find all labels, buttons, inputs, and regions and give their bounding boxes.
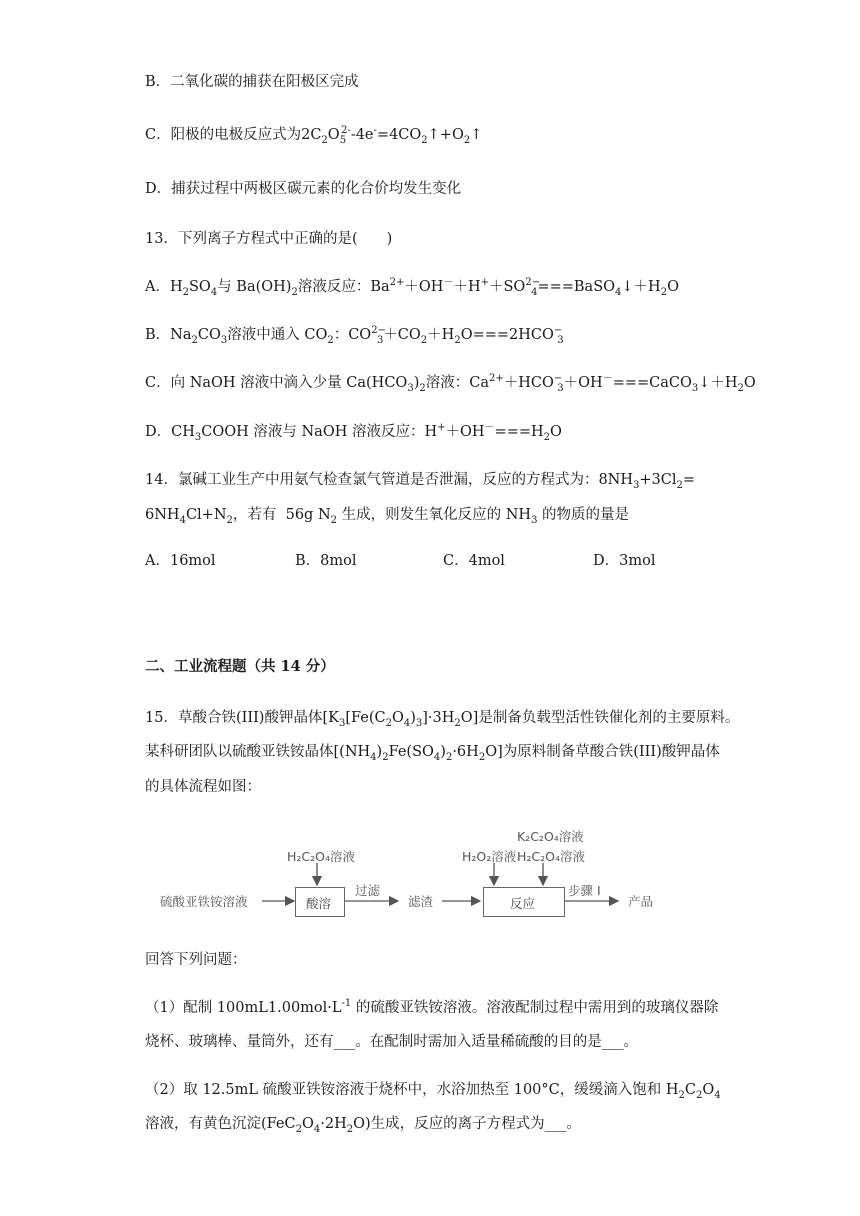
flow-reagent2b-label: H₂C₂O₄溶液 xyxy=(517,849,585,864)
flow-reagent2c-label: K₂C₂O₄溶液 xyxy=(517,829,584,844)
flow-product-label: 产品 xyxy=(628,894,654,909)
q15-stem-line3: 的具体流程如图： xyxy=(145,779,261,795)
section-heading: 二、工业流程题（共 14 分） xyxy=(145,658,335,675)
reaction-box xyxy=(483,887,565,917)
q14-option-a: A．16mol xyxy=(145,553,216,569)
reaction-label: 反应 xyxy=(510,896,536,911)
acid-dissolve-box xyxy=(295,887,345,917)
q14-option-b: B．8mol xyxy=(295,553,357,569)
q14-stem-line1: 14．氯碱工业生产中用氨气检查氯气管道是否泄漏，反应的方程式为：$8NH_3+3Cl_2=$ xyxy=(145,472,696,491)
process-flow-diagram xyxy=(150,815,690,935)
q12-option-b: B．二氧化碳的捕获在阳极区完成 xyxy=(145,74,359,90)
q15-stem-line1: 15．草酸合铁(III)酸钾晶体$[K_3[Fe(C_2O_4)_3]\cdot 3H_2O]$是制备负载型活性铁催化剂的主要原料。 xyxy=(145,710,740,729)
flow-start-label: 硫酸亚铁铵溶液 xyxy=(160,894,248,909)
q15-sub2-line1: （2）取 12.5mL 硫酸亚铁铵溶液于烧杯中，水浴加热至 100°C，缓缓滴入饱和 $H_2C_2O_4$ xyxy=(145,1082,721,1101)
q14-option-c: C．4mol xyxy=(443,553,505,569)
q15-sub2-line2: 溶液，有黄色沉淀$(FeC_2O_4\cdot 2H_2O)$生成，反应的离子方程式为___。 xyxy=(145,1116,581,1135)
flow-arrows xyxy=(150,815,690,935)
q14-option-d: D．3mol xyxy=(593,553,656,569)
q13-option-a: A．$H_2SO_4$与 $Ba(OH)_2$溶液反应：$Ba^{2+}+OH^-+H^++SO^{2-}_4===BaSO_4↓+H_2O$ xyxy=(145,277,679,298)
answer-prompt: 回答下列问题： xyxy=(145,952,247,968)
acid-dissolve-label: 酸溶 xyxy=(306,896,332,911)
q14-stem-line2: $6NH_4Cl+N_2$，若有 56g $N_2$ 生成，则发生氧化反应的 $NH_3$ 的物质的量是 xyxy=(145,507,630,526)
q15-stem-line2: 某科研团队以硫酸亚铁铵晶体$[(NH_4)_2Fe(SO_4)_2\cdot 6H_2O]$为原料制备草酸合铁(III)酸钾晶体 xyxy=(145,744,720,763)
q15-sub1-line1: （1）配制 $100mL1.00mol\cdot L^{-1}$ 的硫酸亚铁铵溶液。溶液配制过程中需用到的玻璃仪器除 xyxy=(145,998,719,1016)
step-1-label: 步骤 I xyxy=(568,883,601,898)
flow-reagent2a-label: H₂O₂溶液 xyxy=(462,849,517,864)
flow-reagent1-label: H₂C₂O₄溶液 xyxy=(287,849,355,864)
q12-option-c: C．阳极的电极反应式为$2C_2O_5^{2-}-4e^-=4CO_2↑+O_2↑$ xyxy=(145,125,483,146)
q13-option-b: B．$Na_2CO_3$溶液中通入 $CO_2$：$CO^{2-}_3+CO_2+H_2O===2HCO^-_3$ xyxy=(145,325,564,346)
q13-option-c: C．向 NaOH 溶液中滴入少量 $Ca(HCO_3)_2$溶液：$Ca^{2+}+HCO^-_3+OH^-===CaCO_3↓+H_2O$ xyxy=(145,373,756,394)
flow-residue-label: 滤渣 xyxy=(408,894,434,909)
q13-stem: 13．下列离子方程式中正确的是( ) xyxy=(145,231,393,247)
filter-step-label: 过滤 xyxy=(355,883,381,898)
q13-option-d: D．$CH_3COOH$ 溶液与 NaOH 溶液反应：$H^++OH^-===H_2O$ xyxy=(145,422,562,443)
q15-sub1-line2: 烧杯、玻璃棒、量筒外，还有___。在配制时需加入适量稀硫酸的目的是___。 xyxy=(145,1034,638,1050)
q12-option-d: D．捕获过程中两极区碳元素的化合价均发生变化 xyxy=(145,181,462,197)
